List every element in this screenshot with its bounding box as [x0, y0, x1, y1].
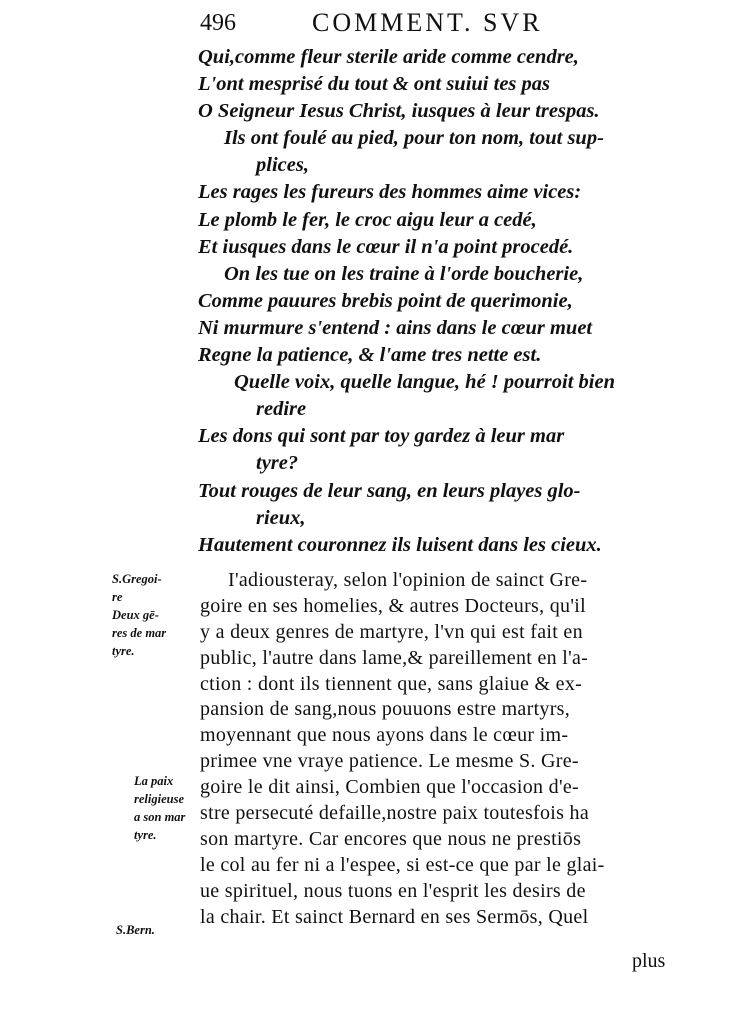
prose-block [200, 568, 678, 930]
verse-line: O Seigneur Iesus Christ, iusques à leur trespas. [198, 100, 600, 123]
margin-note-line: La paix [134, 774, 174, 788]
verse-line: Hautement couronnez ils luisent dans les cieux. [198, 533, 602, 556]
page-number: 496 [200, 10, 236, 36]
prose-line: son martyre. Car encores que nous ne prestiōs [200, 827, 582, 850]
verse-line: rieux, [256, 506, 306, 529]
prose-line: goire en ses homelies, & autres Docteurs, qu'il [200, 594, 586, 617]
prose-line: public, l'autre dans lame,& pareillement en l'a- [200, 646, 589, 669]
verse-line: Ils ont foulé au pied, pour ton nom, tout sup- [224, 127, 604, 150]
verse-line: Ni murmure s'entend : ains dans le cœur muet [198, 316, 593, 339]
prose-line: la chair. Et sainct Bernard en ses Sermōs, Quel [200, 905, 589, 928]
verse-line: Les rages les fureurs des hommes aime vices: [198, 181, 582, 204]
verse-line: Regne la patience, & l'ame tres nette est. [198, 344, 542, 367]
prose-line: ction : dont ils tiennent que, sans glaiue & ex- [200, 672, 583, 695]
verse-line: Et iusques dans le cœur il n'a point procedé. [198, 235, 574, 258]
prose-line: ue spirituel, nous tuons en l'esprit les desirs de [200, 879, 586, 902]
verse-line: Le plomb le fer, le croc aigu leur a cedé, [198, 208, 537, 231]
margin-note-line: a son mar [134, 810, 186, 824]
catchword: plus [632, 950, 666, 972]
verse-line: Quelle voix, quelle langue, hé ! pourroit bien [234, 371, 615, 394]
verse-line: Les dons qui sont par toy gardez à leur mar [198, 425, 565, 448]
margin-note-line: S.Bern. [116, 923, 155, 937]
page-header [200, 6, 670, 42]
verse-line: Qui,comme fleur sterile aride comme cendre, [198, 46, 579, 68]
verse-line: tyre? [256, 452, 299, 475]
verse-line: Tout rouges de leur sang, en leurs playes glo- [198, 479, 581, 502]
prose-line: y a deux genres de martyre, l'vn qui est fait en [200, 620, 583, 643]
margin-note-line: religieuse [134, 792, 184, 806]
prose-line: goire le dit ainsi, Combien que l'occasion d'e- [200, 776, 579, 799]
verse-line: plices, [256, 154, 309, 177]
verse-line: Comme pauures brebis point de querimonie, [198, 289, 573, 312]
prose-line: pansion de sang,nous pouuons estre martyrs, [200, 698, 571, 721]
margin-note-line: S.Gregoi- [112, 572, 162, 586]
prose-line: stre persecuté defaille,nostre paix toutesfois ha [200, 802, 590, 825]
margin-note-bernard [116, 921, 200, 939]
margin-note-line: tyre. [134, 828, 157, 842]
prose-line: I'adiousteray, selon l'opinion de sainct Gre- [228, 569, 588, 591]
margin-note-line: re [112, 590, 123, 604]
verse-line: On les tue on les traine à l'orde boucherie, [224, 262, 584, 285]
verse-line: L'ont mesprisé du tout & ont suiui tes pas [198, 73, 550, 96]
prose-line: primee vne vraye patience. Le mesme S. Gre- [200, 750, 579, 773]
verse-line: redire [256, 398, 307, 421]
prose-line: le col au fer ni a l'espee, si est-ce que par le glai- [200, 853, 605, 876]
margin-note-paix [134, 772, 218, 844]
margin-note-gregoire [112, 570, 196, 660]
margin-note-line: res de mar [112, 626, 167, 640]
margin-note-line: Deux gē- [112, 608, 159, 622]
running-title: COMMENT. SVR [312, 8, 543, 37]
margin-note-line: tyre. [112, 644, 135, 658]
verse-block [198, 44, 678, 559]
prose-line: moyennant que nous ayons dans le cœur im- [200, 724, 569, 747]
